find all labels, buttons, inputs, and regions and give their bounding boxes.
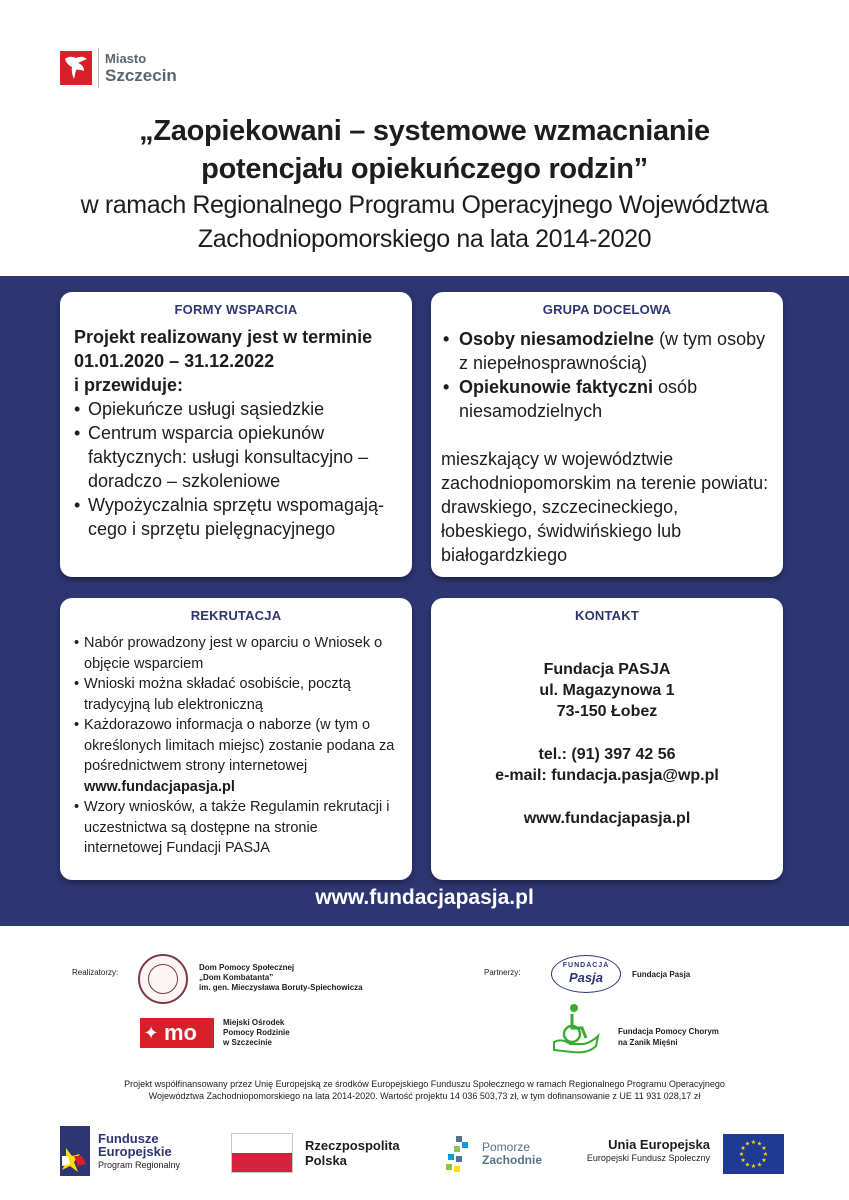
org2-line2: Pomocy Rodzinie bbox=[223, 1028, 290, 1037]
pz-line1: Pomorze bbox=[482, 1140, 531, 1155]
contact-street: ul. Magazynowa 1 bbox=[539, 682, 675, 699]
contact-heading: KONTAKT bbox=[575, 608, 639, 623]
partners-label: Partnerzy: bbox=[484, 968, 521, 977]
fe-line1: Fundusze bbox=[98, 1130, 159, 1146]
contact-card bbox=[431, 598, 783, 880]
target-group-heading: GRUPA DOCELOWA bbox=[542, 302, 672, 317]
contact-org: Fundacja PASJA bbox=[543, 661, 671, 678]
support-forms-card bbox=[60, 292, 412, 577]
org-mopr bbox=[223, 1018, 290, 1048]
eu-star-icon: ★ bbox=[750, 1164, 757, 1170]
pz-mosaic-icon bbox=[444, 1134, 478, 1174]
group-item1-bold: Osoby niesamodzielne bbox=[459, 329, 655, 349]
rzeczpospolita-polska-logo bbox=[231, 1133, 400, 1173]
pasja-logo-bottom: Pasja bbox=[569, 970, 603, 985]
list-item bbox=[441, 375, 773, 423]
recruitment-heading: REKRUTACJA bbox=[190, 608, 282, 623]
group-item2-rest: osób niesamodzielnych bbox=[459, 377, 698, 421]
target-group-card bbox=[431, 292, 783, 577]
polish-flag-icon bbox=[231, 1133, 293, 1173]
recruitment-list bbox=[74, 633, 398, 859]
eu-flag-icon bbox=[723, 1134, 784, 1174]
subtitle-line1: w ramach Regionalnego Programu Operacyjnego Województwa bbox=[80, 191, 769, 219]
contact-details bbox=[431, 659, 783, 829]
org-zanik-miesni bbox=[618, 1026, 719, 1048]
org1-line1: Dom Pomocy Społecznej bbox=[199, 963, 295, 972]
org2-line1: Miejski Ośrodek bbox=[223, 1018, 285, 1027]
realizers-label: Realizatorzy: bbox=[72, 968, 119, 977]
rp-line2: Polska bbox=[305, 1153, 347, 1168]
eu-star-icon: ★ bbox=[756, 1141, 763, 1148]
eu-star-icon: ★ bbox=[740, 1158, 746, 1164]
rp-line1: Rzeczpospolita bbox=[305, 1138, 400, 1153]
recruitment-card bbox=[60, 598, 412, 880]
contact-email[interactable]: e-mail: fundacja.pasja@wp.pl bbox=[495, 767, 719, 784]
pasja-logo-top: FUNDACJA bbox=[562, 962, 610, 969]
pomorze-zachodnie-logo bbox=[444, 1134, 542, 1174]
org1-line3: im. gen. Mieczysława Boruty-Spiechowicza bbox=[199, 983, 363, 992]
intro-line3: i przewiduje: bbox=[74, 375, 184, 395]
band-website-link[interactable]: www.fundacjapasja.pl bbox=[315, 886, 534, 909]
recruitment-item3-text: Każdorazowo informacja o naborze (w tym o określonych limitach miejsc) zostanie podana za pośrednictwem strony internetowej bbox=[84, 717, 395, 774]
mopr-logo-text: mo bbox=[164, 1020, 197, 1045]
support-forms-heading: FORMY WSPARCIA bbox=[174, 302, 298, 317]
logo-divider bbox=[98, 48, 99, 88]
intro-line1: Projekt realizowany jest w terminie bbox=[74, 327, 373, 347]
list-item: • Nabór prowadzony jest w oparciu o Wniosek o objęcie wsparciem bbox=[74, 633, 398, 674]
cofunding-note bbox=[0, 1078, 849, 1102]
ue-line2: Europejski Fundusz Społeczny bbox=[586, 1152, 710, 1163]
title-line2: potencjału opiekuńczego rodzin” bbox=[201, 153, 648, 185]
subtitle-line2: Zachodniopomorskiego na lata 2014-2020 bbox=[197, 225, 652, 253]
wheelchair-hand-icon bbox=[552, 1002, 600, 1054]
ue-line1: Unia Europejska bbox=[608, 1137, 710, 1152]
fe-line2: Europejskie bbox=[98, 1144, 172, 1160]
eu-star-icon: ★ bbox=[744, 1162, 751, 1169]
target-group-paragraph: mieszkający w województwie zachodniopomorskim na terenie powiatu: drawskiego, szczecineckiego, łobeskiego, świdwińskiego lub białogardzkiego bbox=[441, 449, 769, 565]
unia-europejska-text bbox=[578, 1138, 710, 1163]
support-forms-list bbox=[74, 397, 398, 541]
contact-city: 73-150 Łobez bbox=[556, 703, 658, 720]
mopr-logo bbox=[140, 1018, 214, 1048]
city-logo bbox=[60, 48, 177, 88]
eu-star-icon: ★ bbox=[761, 1158, 767, 1164]
group-item1-rest: (w tym osoby z niepełnosprawnością) bbox=[459, 329, 766, 373]
list-item: • Centrum wsparcia opiekunów faktycznych: usługi konsultacyjno – doradczo – szkoleniowe bbox=[74, 421, 398, 493]
eu-star-icon: ★ bbox=[750, 1140, 757, 1146]
org2-line3: w Szczecinie bbox=[223, 1038, 272, 1047]
city-name-line1: Miasto bbox=[105, 51, 147, 66]
cofunding-line1: Projekt współfinansowany przez Unię Europejską ze środków Europejskiego Funduszu Społecznego w ramach Regionalnego Programu Operacyjnego bbox=[124, 1079, 725, 1089]
org-dom-kombatanta bbox=[199, 963, 363, 993]
org4-line1: Fundacja Pomocy Chorym bbox=[618, 1027, 719, 1036]
org1-line2: „Dom Kombatanta” bbox=[199, 973, 274, 982]
eu-star-icon: ★ bbox=[756, 1162, 763, 1169]
eu-star-icon: ★ bbox=[738, 1152, 745, 1158]
intro-dates: 01.01.2020 – 31.12.2022 bbox=[74, 351, 275, 371]
target-group-list bbox=[441, 327, 773, 423]
list-item bbox=[74, 715, 398, 797]
list-item: • Wnioski można składać osobiście, pocztą tradycyjną lub elektroniczną bbox=[74, 674, 398, 715]
eu-star-icon: ★ bbox=[744, 1141, 751, 1148]
fundusze-europejskie-logo bbox=[60, 1126, 180, 1176]
recruitment-website-link[interactable]: www.fundacjapasja.pl bbox=[84, 778, 235, 795]
list-item: • Wypożyczalnia sprzętu wspomagają-cego i sprzętu pielęgnacyjnego bbox=[74, 493, 398, 541]
pz-line2: Zachodnie bbox=[482, 1153, 543, 1167]
contact-phone: tel.: (91) 397 42 56 bbox=[538, 746, 676, 763]
list-item: • Wzory wniosków, a także Regulamin rekrutacji i uczestnictwa są dostępne na stronie internetowej Fundacji PASJA bbox=[74, 797, 398, 859]
szczecin-griffin-icon bbox=[60, 51, 92, 85]
list-item bbox=[441, 327, 773, 375]
contact-website[interactable]: www.fundacjapasja.pl bbox=[523, 810, 691, 827]
support-forms-intro bbox=[74, 325, 398, 397]
fundacja-pasja-logo bbox=[551, 955, 621, 993]
org4-line2: na Zanik Mięśni bbox=[618, 1038, 678, 1047]
group-item2-bold: Opiekunowie faktyczni bbox=[459, 377, 654, 397]
org-fundacja-pasja: Fundacja Pasja bbox=[632, 970, 691, 979]
eu-star-icon: ★ bbox=[740, 1146, 746, 1152]
title-line1: „Zaopiekowani – systemowe wzmacnianie bbox=[139, 115, 710, 147]
cofunding-line2: Województwa Zachodniopomorskiego na lata 2014-2020. Wartość projektu 14 036 503,73 zł, w tym dofinansowanie z UE 11 931 028,17 zł bbox=[148, 1091, 701, 1101]
fe-line3: Program Regionalny bbox=[98, 1159, 181, 1170]
eu-star-icon: ★ bbox=[761, 1146, 767, 1152]
dom-kombatanta-seal-icon bbox=[138, 954, 188, 1004]
eu-star-icon: ★ bbox=[762, 1152, 769, 1158]
city-name-line2: Szczecin bbox=[105, 66, 177, 85]
griffin-mark-icon: ✦ bbox=[143, 1022, 159, 1043]
list-item: • Opiekuńcze usługi sąsiedzkie bbox=[74, 397, 398, 421]
poster-title bbox=[0, 112, 849, 256]
fe-star-icon bbox=[60, 1126, 90, 1176]
